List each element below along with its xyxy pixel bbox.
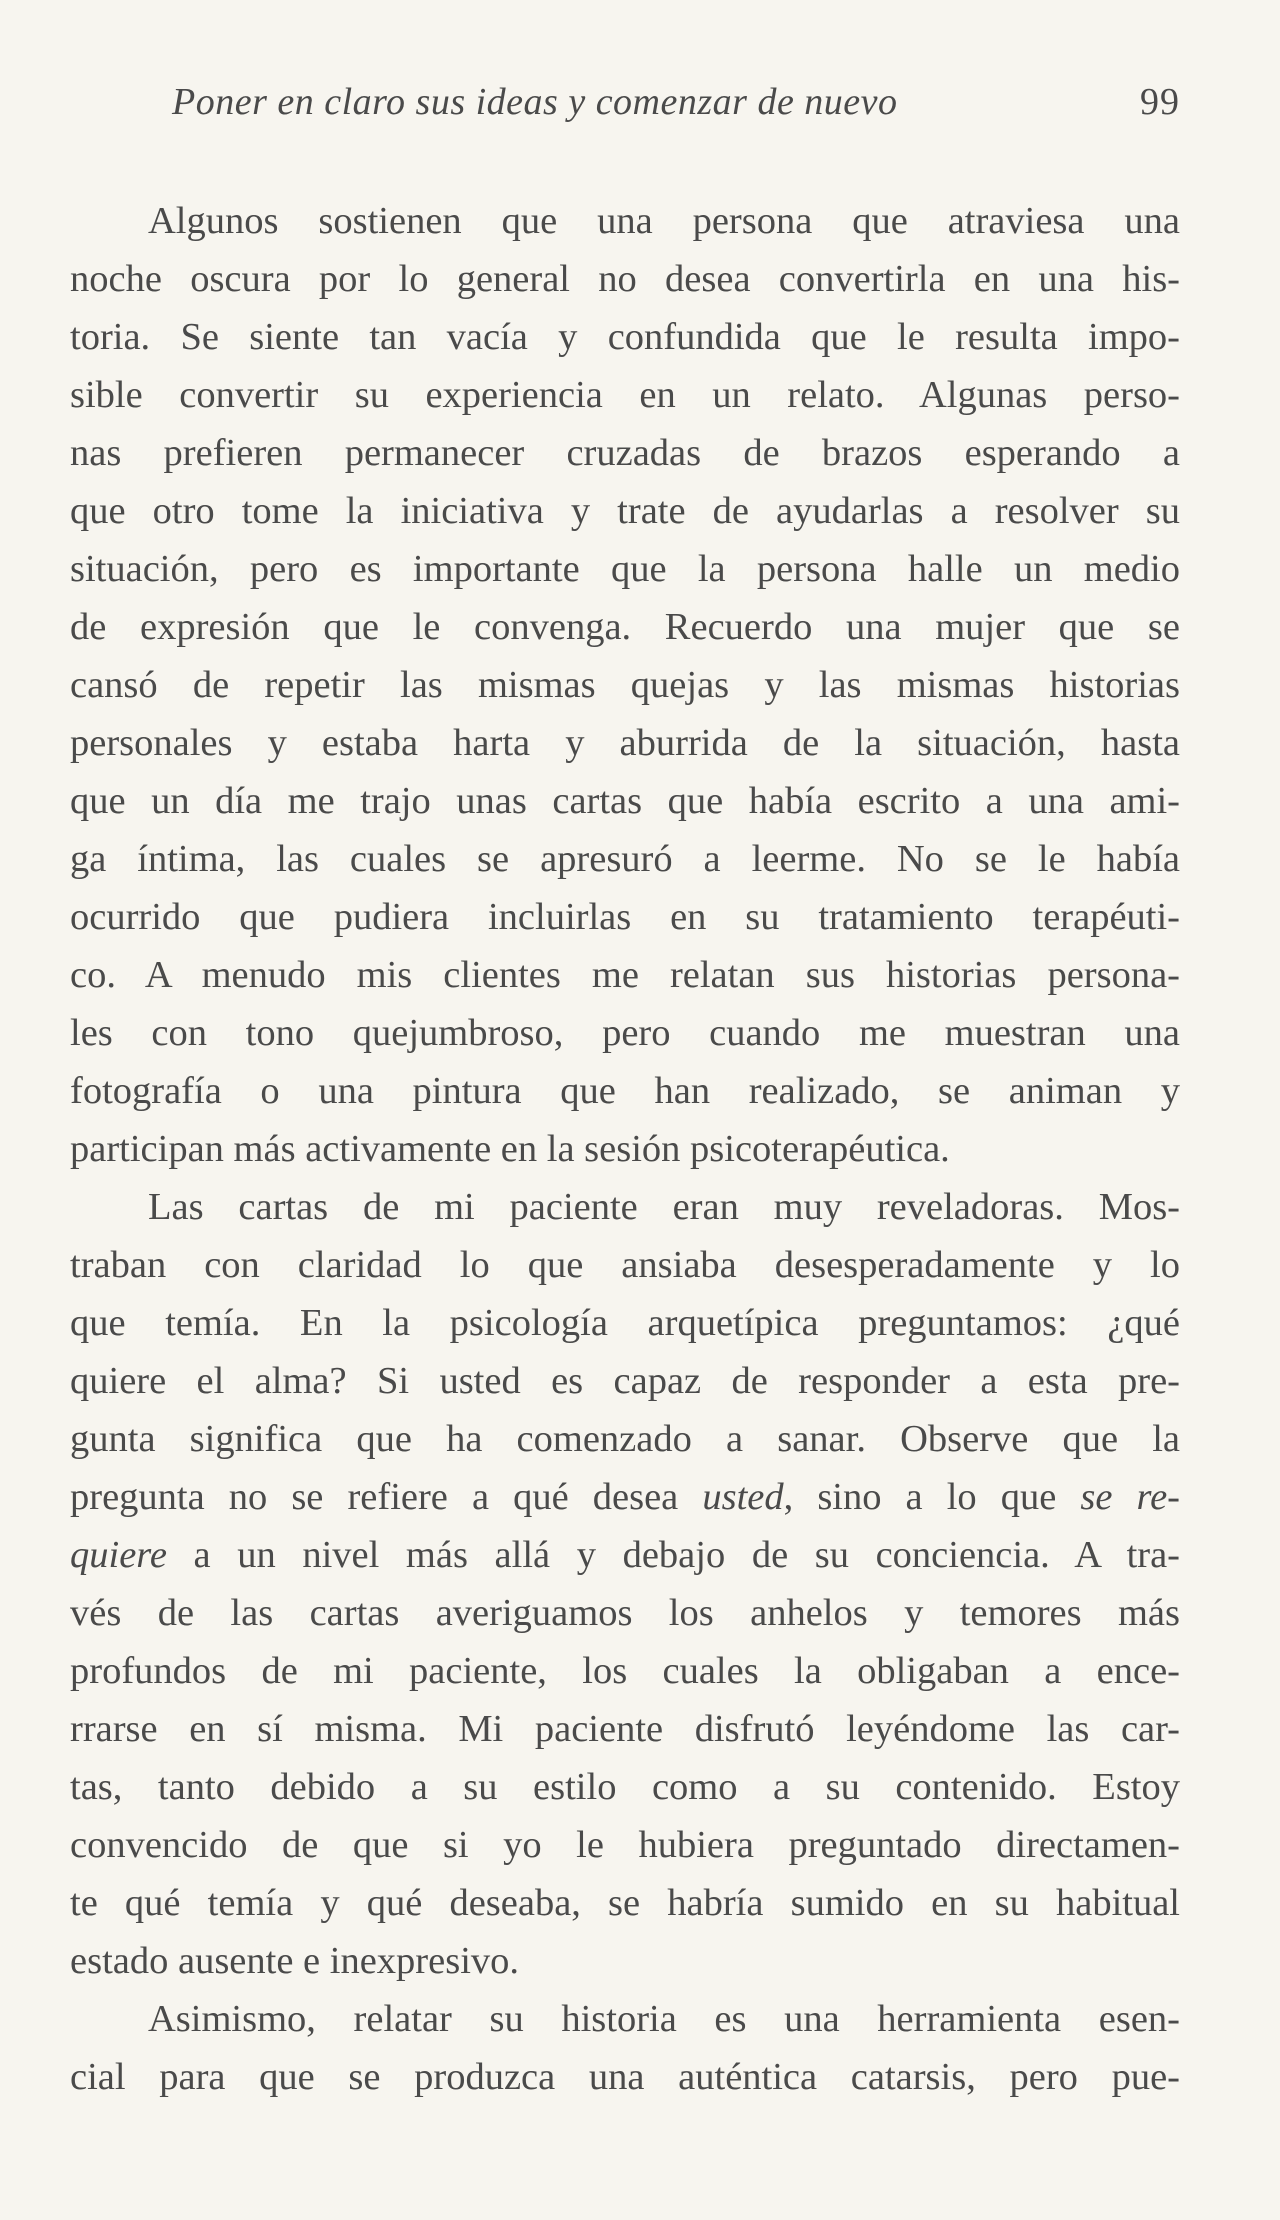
text-run: pregunta no se refiere a qué desea: [70, 1476, 679, 1518]
text-line: te qué temía y qué deseaba, se habría sumido en su habitual: [70, 1882, 1180, 1924]
text-line: ocurrido que pudiera incluirlas en su tratamiento terapéuti-: [70, 896, 1180, 938]
emphasis-se-requiere: se re-: [1080, 1476, 1180, 1518]
text-line: vés de las cartas averiguamos los anhelos y temores más: [70, 1592, 1180, 1634]
text-line: personales y estaba harta y aburrida de la situación, hasta: [70, 722, 1180, 764]
text-line: participan más activamente en la sesión psicoterapéutica.: [70, 1128, 950, 1170]
text-line: Asimismo, relatar su historia es una herramienta esen-: [148, 1998, 1180, 2040]
text-line: quiere el alma? Si usted es capaz de responder a esta pre-: [70, 1360, 1180, 1402]
text-run: , sino a lo que: [783, 1476, 1057, 1518]
text-line: sible convertir su experiencia en un relato. Algunas perso-: [70, 374, 1180, 416]
text-line: que temía. En la psicología arquetípica preguntamos: ¿qué: [70, 1302, 1180, 1344]
text-line: traban con claridad lo que ansiaba desesperadamente y lo: [70, 1244, 1180, 1286]
text-line: fotografía o una pintura que han realizado, se animan y: [70, 1070, 1180, 1112]
text-line: nas prefieren permanecer cruzadas de brazos esperando a: [70, 432, 1180, 474]
text-line: que un día me trajo unas cartas que había escrito a una ami-: [70, 780, 1180, 822]
text-line: cial para que se produzca una auténtica catarsis, pero pue-: [70, 2056, 1180, 2098]
text-line-mixed: [70, 1468, 1180, 1526]
text-line: les con tono quejumbroso, pero cuando me muestran una: [70, 1012, 1180, 1054]
text-line: noche oscura por lo general no desea convertirla en una his-: [70, 258, 1180, 300]
paragraph-2: [70, 1178, 1180, 1990]
text-run: a un nivel más allá y debajo de su conciencia. A tra-: [193, 1534, 1180, 1576]
text-line: gunta significa que ha comenzado a sanar. Observe que la: [70, 1418, 1180, 1460]
text-line: situación, pero es importante que la persona halle un medio: [70, 548, 1180, 590]
text-line: tas, tanto debido a su estilo como a su contenido. Estoy: [70, 1766, 1180, 1808]
text-line: Algunos sostienen que una persona que atraviesa una: [148, 200, 1180, 242]
text-line: de expresión que le convenga. Recuerdo una mujer que se: [70, 606, 1180, 648]
text-line: co. A menudo mis clientes me relatan sus historias persona-: [70, 954, 1180, 996]
text-line: toria. Se siente tan vacía y confundida que le resulta impo-: [70, 316, 1180, 358]
text-line: estado ausente e inexpresivo.: [70, 1940, 520, 1982]
emphasis-quiere: quiere: [70, 1534, 167, 1576]
page-number: 99: [1140, 81, 1180, 123]
emphasis-usted: usted: [702, 1476, 784, 1518]
paragraph-3: [70, 1990, 1180, 2106]
text-line: cansó de repetir las mismas quejas y las mismas historias: [70, 664, 1180, 706]
text-line: Las cartas de mi paciente eran muy reveladoras. Mos-: [148, 1186, 1180, 1228]
text-line-mixed: [70, 1526, 1180, 1584]
body-text: [70, 192, 1180, 2106]
text-line: ga íntima, las cuales se apresuró a leerme. No se le había: [70, 838, 1180, 880]
text-line: rrarse en sí misma. Mi paciente disfrutó leyéndome las car-: [70, 1708, 1180, 1750]
running-title: Poner en claro sus ideas y comenzar de nuevo: [172, 81, 898, 123]
page-header: [70, 80, 1180, 130]
text-line: convencido de que si yo le hubiera preguntado directamen-: [70, 1824, 1180, 1866]
paragraph-1: [70, 192, 1180, 1178]
text-line: profundos de mi paciente, los cuales la obligaban a ence-: [70, 1650, 1180, 1692]
text-line: que otro tome la iniciativa y trate de ayudarlas a resolver su: [70, 490, 1180, 532]
